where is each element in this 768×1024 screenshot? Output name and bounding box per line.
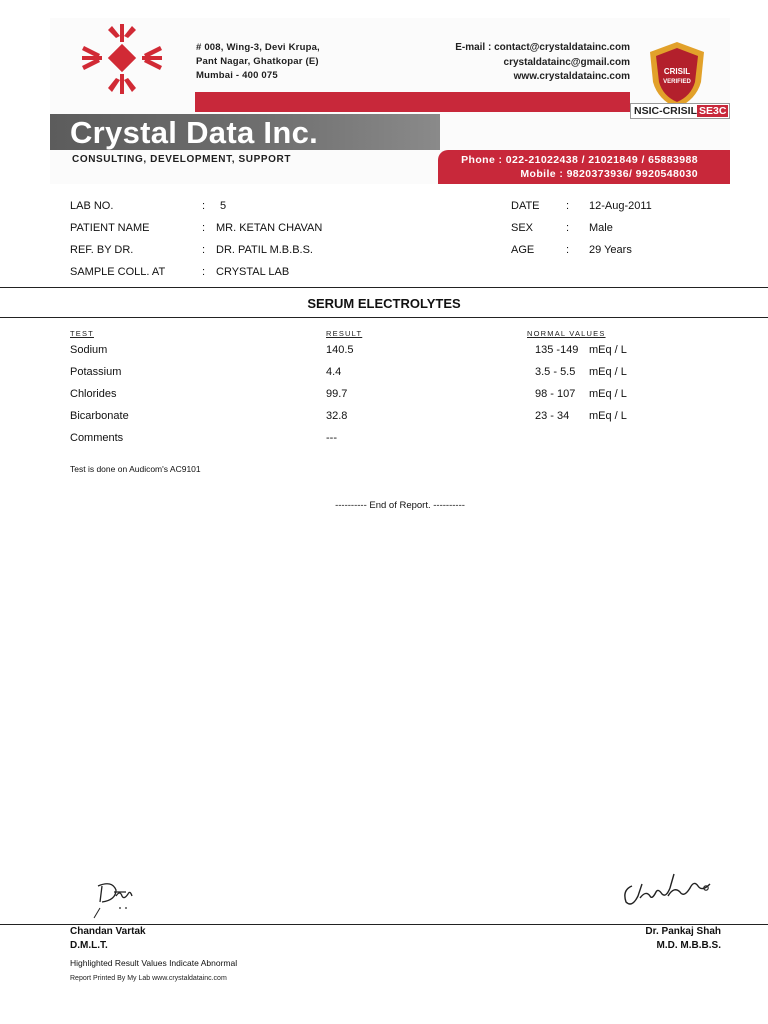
ref-by-value: DR. PATIL M.B.B.S. (216, 244, 313, 256)
normal-range: 135 -149 (535, 344, 579, 356)
patient-name-value: MR. KETAN CHAVAN (216, 222, 323, 234)
test-name: Chlorides (70, 388, 117, 400)
normal-range: 23 - 34 (535, 410, 570, 422)
company-logo (76, 22, 168, 102)
sex-label: SEX (511, 222, 534, 234)
test-result: 99.7 (326, 388, 348, 400)
unit: mEq / L (589, 366, 627, 378)
age-value: 29 Years (589, 244, 632, 256)
printed-by-note: Report Printed By My Lab www.crystaldatainc.com (70, 975, 227, 982)
end-of-report: ---------- End of Report. ---------- (335, 500, 465, 511)
test-name: Potassium (70, 366, 122, 378)
header-normal-values: NORMAL VALUES (527, 329, 606, 338)
patient-name-label: PATIENT NAME (70, 222, 150, 234)
red-band (195, 92, 630, 112)
date-label: DATE (511, 200, 540, 212)
sample-coll-value: CRYSTAL LAB (216, 266, 290, 278)
divider-footer (0, 924, 768, 925)
contact-website: www.crystaldatainc.com (513, 71, 630, 82)
test-name: Sodium (70, 344, 108, 356)
signature-right (618, 866, 716, 912)
unit: mEq / L (589, 344, 627, 356)
right-signatory-name: Dr. Pankaj Shah (645, 926, 721, 937)
signature-left (86, 878, 142, 924)
nsic-crisil-rating (630, 103, 730, 119)
nsic-label: NSIC-CRISIL (634, 105, 697, 117)
test-result: 4.4 (326, 366, 342, 378)
separator: : (566, 200, 570, 212)
address-line-2: Pant Nagar, Ghatkopar (E) (196, 56, 319, 67)
letterhead (50, 18, 730, 184)
age-label: AGE (511, 244, 535, 256)
nsic-grade: SE3C (699, 105, 727, 117)
separator: : (202, 200, 206, 212)
test-result: --- (326, 432, 337, 444)
tagline: CONSULTING, DEVELOPMENT, SUPPORT (72, 154, 292, 165)
separator: : (202, 266, 206, 278)
unit: mEq / L (589, 388, 627, 400)
report-title: SERUM ELECTROLYTES (307, 296, 461, 311)
header-result: RESULT (326, 329, 363, 338)
right-signatory-title: M.D. M.B.B.S. (656, 940, 721, 951)
separator: : (566, 244, 570, 256)
sample-coll-label: SAMPLE COLL. AT (70, 266, 166, 278)
sex-value: Male (589, 222, 613, 234)
left-signatory-title: D.M.L.T. (70, 940, 108, 951)
test-name: Bicarbonate (70, 410, 129, 422)
company-name: Crystal Data Inc. (70, 115, 319, 150)
phone-box (438, 150, 730, 184)
phone-numbers: Phone : 022-21022438 / 21021849 / 65883988 (461, 154, 698, 166)
normal-range: 3.5 - 5.5 (535, 366, 576, 378)
contact-email: E-mail : contact@crystaldatainc.com (455, 42, 630, 53)
separator: : (202, 244, 206, 256)
header-test: TEST (70, 329, 94, 338)
divider-top (0, 287, 768, 288)
crisil-verified-badge (646, 40, 708, 110)
date-value: 12-Aug-2011 (589, 200, 652, 212)
svg-text:VERIFIED: VERIFIED (663, 79, 691, 85)
test-name: Comments (70, 432, 124, 444)
ref-by-label: REF. BY DR. (70, 244, 134, 256)
address-line-3: Mumbai - 400 075 (196, 70, 278, 81)
svg-text:CRISIL: CRISIL (663, 67, 691, 76)
test-result: 32.8 (326, 410, 348, 422)
normal-range: 98 - 107 (535, 388, 576, 400)
lab-no-label: LAB NO. (70, 200, 114, 212)
address-line-1: # 008, Wing-3, Devi Krupa, (196, 42, 320, 53)
mobile-numbers: Mobile : 9820373936/ 9920548030 (520, 168, 698, 180)
lab-no-value: 5 (220, 200, 227, 212)
contact-email-alt: crystaldatainc@gmail.com (503, 57, 630, 68)
instrument-note: Test is done on Audicom's AC9101 (70, 464, 201, 474)
left-signatory-name: Chandan Vartak (70, 926, 146, 937)
test-result: 140.5 (326, 344, 354, 356)
unit: mEq / L (589, 410, 627, 422)
divider-title (0, 317, 768, 318)
separator: : (202, 222, 206, 234)
separator: : (566, 222, 570, 234)
abnormal-note: Highlighted Result Values Indicate Abnormal (70, 958, 238, 968)
